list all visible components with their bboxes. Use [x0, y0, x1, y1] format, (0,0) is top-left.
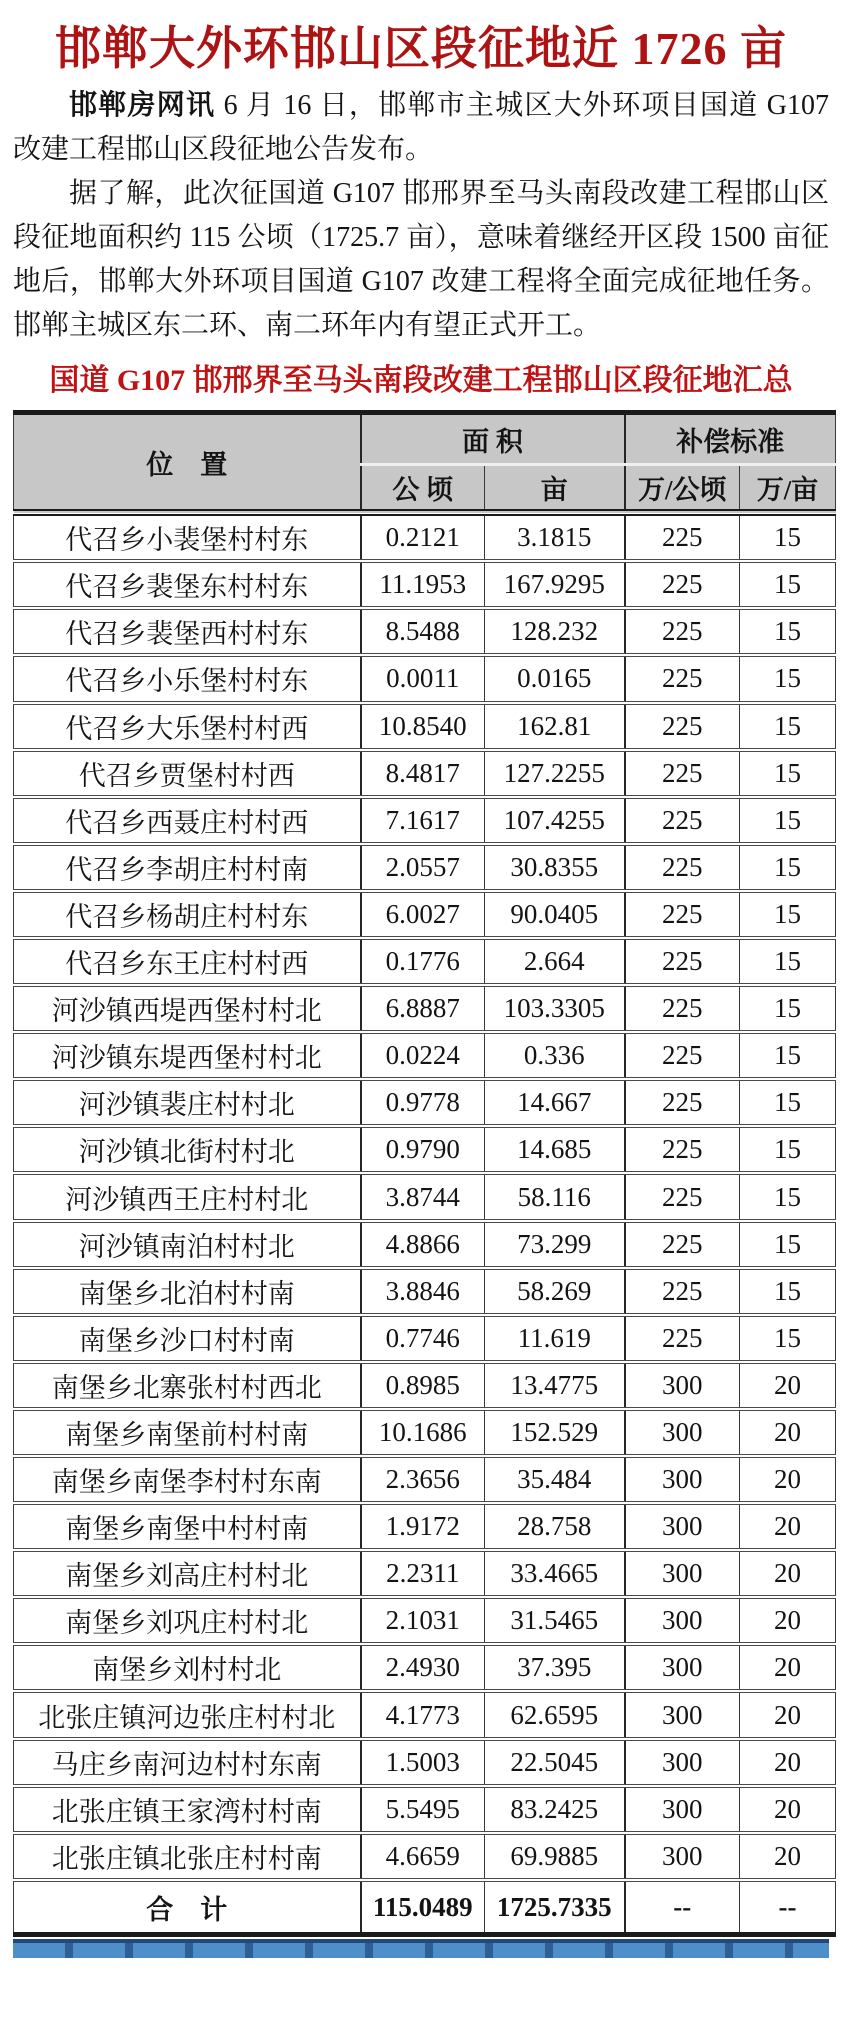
- table-row: [14, 1409, 836, 1456]
- per-hectare-cell: 225: [625, 655, 740, 702]
- table-row: [14, 1644, 836, 1691]
- table-row: [14, 655, 836, 702]
- per-mu-cell: 15: [740, 844, 836, 891]
- page-title: 邯郸大外环邯山区段征地近 1726 亩: [55, 23, 787, 74]
- mu-cell: 90.0405: [485, 891, 625, 938]
- table-row: [14, 1079, 836, 1126]
- table-body: [14, 513, 836, 1881]
- per-hectare-cell: 225: [625, 1221, 740, 1268]
- location-cell: 河沙镇西堤西堡村村北: [14, 985, 361, 1032]
- table-row: [14, 1739, 836, 1786]
- table-row: [14, 1126, 836, 1173]
- location-cell: 河沙镇东堤西堡村村北: [14, 1032, 361, 1079]
- location-cell: 河沙镇西王庄村村北: [14, 1173, 361, 1220]
- table-row: [14, 1315, 836, 1362]
- per-hectare-cell: 225: [625, 1268, 740, 1315]
- table-title: 国道 G107 邯邢界至马头南段改建工程邯山区段征地汇总: [49, 364, 793, 397]
- bottom-banner-strip: [13, 1939, 829, 1958]
- table-row: [14, 797, 836, 844]
- mu-cell: 83.2425: [485, 1786, 625, 1833]
- location-cell: 北张庄镇北张庄村村南: [14, 1833, 361, 1880]
- location-cell: 南堡乡南堡中村村南: [14, 1503, 361, 1550]
- table-header: [14, 413, 836, 513]
- location-cell: 代召乡杨胡庄村村东: [14, 891, 361, 938]
- per-hectare-cell: 300: [625, 1833, 740, 1880]
- table-row: [14, 513, 836, 562]
- mu-cell: 30.8355: [485, 844, 625, 891]
- per-hectare-cell: 225: [625, 891, 740, 938]
- per-mu-cell: 20: [740, 1503, 836, 1550]
- per-mu-cell: 15: [740, 1173, 836, 1220]
- per-mu-cell: 15: [740, 1315, 836, 1362]
- per-hectare-cell: 300: [625, 1456, 740, 1503]
- paragraph-intro: [13, 84, 829, 172]
- hectare-cell: 8.4817: [361, 750, 485, 797]
- hectare-cell: 2.0557: [361, 844, 485, 891]
- per-hectare-cell: 225: [625, 797, 740, 844]
- per-hectare-cell: 225: [625, 1126, 740, 1173]
- per-mu-cell: 20: [740, 1786, 836, 1833]
- mu-cell: 167.9295: [485, 561, 625, 608]
- mu-cell: 31.5465: [485, 1597, 625, 1644]
- per-mu-cell: 15: [740, 561, 836, 608]
- table-row: [14, 561, 836, 608]
- table-row: [14, 985, 836, 1032]
- per-mu-cell: 20: [740, 1456, 836, 1503]
- header-hectare: 公 顷: [361, 465, 485, 513]
- mu-cell: 14.667: [485, 1079, 625, 1126]
- location-cell: 代召乡西聂庄村村西: [14, 797, 361, 844]
- per-mu-cell: 20: [740, 1550, 836, 1597]
- hectare-cell: 6.0027: [361, 891, 485, 938]
- hectare-cell: 7.1617: [361, 797, 485, 844]
- mu-cell: 28.758: [485, 1503, 625, 1550]
- mu-cell: 33.4665: [485, 1550, 625, 1597]
- total-per-hectare: --: [625, 1880, 740, 1935]
- mu-cell: 162.81: [485, 703, 625, 750]
- per-hectare-cell: 300: [625, 1362, 740, 1409]
- per-hectare-cell: 225: [625, 1079, 740, 1126]
- location-cell: 代召乡贾堡村村西: [14, 750, 361, 797]
- total-mu: 1725.7335: [485, 1880, 625, 1935]
- location-cell: 代召乡裴堡东村村东: [14, 561, 361, 608]
- per-hectare-cell: 225: [625, 938, 740, 985]
- table-row: [14, 844, 836, 891]
- per-hectare-cell: 300: [625, 1409, 740, 1456]
- table-row: [14, 1550, 836, 1597]
- table-row: [14, 608, 836, 655]
- hectare-cell: 1.5003: [361, 1739, 485, 1786]
- mu-cell: 69.9885: [485, 1833, 625, 1880]
- location-cell: 代召乡裴堡西村村东: [14, 608, 361, 655]
- header-compensation-group: 补偿标准: [625, 413, 836, 465]
- per-hectare-cell: 300: [625, 1786, 740, 1833]
- table-row: [14, 1456, 836, 1503]
- total-label: 合 计: [14, 1880, 361, 1935]
- location-cell: 北张庄镇河边张庄村村北: [14, 1691, 361, 1738]
- per-mu-cell: 15: [740, 1126, 836, 1173]
- location-cell: 河沙镇北街村村北: [14, 1126, 361, 1173]
- hectare-cell: 2.1031: [361, 1597, 485, 1644]
- per-mu-cell: 20: [740, 1409, 836, 1456]
- per-mu-cell: 20: [740, 1362, 836, 1409]
- location-cell: 南堡乡刘巩庄村村北: [14, 1597, 361, 1644]
- mu-cell: 13.4775: [485, 1362, 625, 1409]
- per-hectare-cell: 300: [625, 1550, 740, 1597]
- header-area-group: 面 积: [361, 413, 625, 465]
- per-mu-cell: 20: [740, 1833, 836, 1880]
- mu-cell: 103.3305: [485, 985, 625, 1032]
- table-row: [14, 750, 836, 797]
- per-mu-cell: 15: [740, 1032, 836, 1079]
- table-row: [14, 1691, 836, 1738]
- total-per-mu: --: [740, 1880, 836, 1935]
- table-footer: [14, 1880, 836, 1935]
- location-cell: 马庄乡南河边村村东南: [14, 1739, 361, 1786]
- per-mu-cell: 15: [740, 750, 836, 797]
- hectare-cell: 0.8985: [361, 1362, 485, 1409]
- per-hectare-cell: 225: [625, 561, 740, 608]
- mu-cell: 2.664: [485, 938, 625, 985]
- per-hectare-cell: 225: [625, 513, 740, 562]
- per-hectare-cell: 225: [625, 1315, 740, 1362]
- mu-cell: 58.269: [485, 1268, 625, 1315]
- hectare-cell: 0.9790: [361, 1126, 485, 1173]
- table-row: [14, 1503, 836, 1550]
- location-cell: 代召乡李胡庄村村南: [14, 844, 361, 891]
- hectare-cell: 0.9778: [361, 1079, 485, 1126]
- per-mu-cell: 15: [740, 608, 836, 655]
- hectare-cell: 5.5495: [361, 1786, 485, 1833]
- mu-cell: 152.529: [485, 1409, 625, 1456]
- table-row: [14, 703, 836, 750]
- hectare-cell: 6.8887: [361, 985, 485, 1032]
- hectare-cell: 0.7746: [361, 1315, 485, 1362]
- table-row: [14, 1597, 836, 1644]
- location-cell: 河沙镇南泊村村北: [14, 1221, 361, 1268]
- location-cell: 南堡乡刘高庄村村北: [14, 1550, 361, 1597]
- table-row: [14, 1221, 836, 1268]
- per-hectare-cell: 225: [625, 608, 740, 655]
- per-mu-cell: 15: [740, 1079, 836, 1126]
- mu-cell: 0.0165: [485, 655, 625, 702]
- per-mu-cell: 15: [740, 985, 836, 1032]
- hectare-cell: 10.8540: [361, 703, 485, 750]
- table-row: [14, 1833, 836, 1880]
- location-cell: 南堡乡北寨张村村西北: [14, 1362, 361, 1409]
- location-cell: 代召乡大乐堡村村西: [14, 703, 361, 750]
- article-body: [13, 84, 829, 348]
- header-wan-per-hectare: 万/公顷: [625, 465, 740, 513]
- per-mu-cell: 15: [740, 1221, 836, 1268]
- hectare-cell: 1.9172: [361, 1503, 485, 1550]
- hectare-cell: 11.1953: [361, 561, 485, 608]
- per-mu-cell: 15: [740, 797, 836, 844]
- hectare-cell: 0.2121: [361, 513, 485, 562]
- total-hectare: 115.0489: [361, 1880, 485, 1935]
- location-cell: 河沙镇裴庄村村北: [14, 1079, 361, 1126]
- location-cell: 南堡乡沙口村村南: [14, 1315, 361, 1362]
- hectare-cell: 8.5488: [361, 608, 485, 655]
- per-mu-cell: 20: [740, 1597, 836, 1644]
- mu-cell: 37.395: [485, 1644, 625, 1691]
- table-row: [14, 938, 836, 985]
- location-cell: 北张庄镇王家湾村村南: [14, 1786, 361, 1833]
- hectare-cell: 4.6659: [361, 1833, 485, 1880]
- per-mu-cell: 15: [740, 513, 836, 562]
- mu-cell: 128.232: [485, 608, 625, 655]
- per-hectare-cell: 300: [625, 1597, 740, 1644]
- per-mu-cell: 20: [740, 1691, 836, 1738]
- hectare-cell: 2.3656: [361, 1456, 485, 1503]
- table-row: [14, 1362, 836, 1409]
- mu-cell: 58.116: [485, 1173, 625, 1220]
- mu-cell: 0.336: [485, 1032, 625, 1079]
- location-cell: 代召乡小乐堡村村东: [14, 655, 361, 702]
- per-hectare-cell: 225: [625, 1032, 740, 1079]
- per-hectare-cell: 225: [625, 844, 740, 891]
- article-page: [0, 20, 842, 1958]
- mu-cell: 22.5045: [485, 1739, 625, 1786]
- per-hectare-cell: 300: [625, 1503, 740, 1550]
- per-hectare-cell: 225: [625, 703, 740, 750]
- mu-cell: 127.2255: [485, 750, 625, 797]
- per-mu-cell: 15: [740, 891, 836, 938]
- hectare-cell: 0.0224: [361, 1032, 485, 1079]
- location-cell: 南堡乡南堡前村村南: [14, 1409, 361, 1456]
- hectare-cell: 0.0011: [361, 655, 485, 702]
- per-hectare-cell: 225: [625, 985, 740, 1032]
- mu-cell: 3.1815: [485, 513, 625, 562]
- table-row: [14, 1786, 836, 1833]
- hectare-cell: 3.8744: [361, 1173, 485, 1220]
- total-row: [14, 1880, 836, 1935]
- table-row: [14, 891, 836, 938]
- header-location: 位 置: [14, 413, 361, 513]
- header-wan-per-mu: 万/亩: [740, 465, 836, 513]
- location-cell: 代召乡东王庄村村西: [14, 938, 361, 985]
- mu-cell: 73.299: [485, 1221, 625, 1268]
- per-hectare-cell: 300: [625, 1644, 740, 1691]
- per-mu-cell: 15: [740, 1268, 836, 1315]
- per-mu-cell: 15: [740, 655, 836, 702]
- per-hectare-cell: 300: [625, 1739, 740, 1786]
- hectare-cell: 4.8866: [361, 1221, 485, 1268]
- mu-cell: 107.4255: [485, 797, 625, 844]
- mu-cell: 14.685: [485, 1126, 625, 1173]
- per-mu-cell: 15: [740, 938, 836, 985]
- per-mu-cell: 20: [740, 1739, 836, 1786]
- news-source-label: 邯郸房网讯: [69, 90, 216, 121]
- per-mu-cell: 20: [740, 1644, 836, 1691]
- per-hectare-cell: 225: [625, 750, 740, 797]
- mu-cell: 11.619: [485, 1315, 625, 1362]
- hectare-cell: 2.4930: [361, 1644, 485, 1691]
- land-requisition-table: [13, 410, 836, 1937]
- location-cell: 南堡乡刘村村北: [14, 1644, 361, 1691]
- mu-cell: 62.6595: [485, 1691, 625, 1738]
- location-cell: 南堡乡南堡李村村东南: [14, 1456, 361, 1503]
- paragraph-details: 据了解，此次征国道 G107 邯邢界至马头南段改建工程邯山区段征地面积约 115 公顷（1725.7 亩），意味着继经开区段 1500 亩征地后，邯郸大外环项目国道 G107 改建工程将全面完成征地任务。邯郸主城区东二环、南二环年内有望正式开工。: [13, 178, 829, 341]
- hectare-cell: 10.1686: [361, 1409, 485, 1456]
- per-hectare-cell: 300: [625, 1691, 740, 1738]
- paragraph-intro-text: 6 月 16 日，邯郸市主城区大外环项目国道 G107 改建工程邯山区段征地公告发布。: [13, 90, 829, 165]
- per-hectare-cell: 225: [625, 1173, 740, 1220]
- location-cell: 南堡乡北泊村村南: [14, 1268, 361, 1315]
- per-mu-cell: 15: [740, 703, 836, 750]
- mu-cell: 35.484: [485, 1456, 625, 1503]
- hectare-cell: 3.8846: [361, 1268, 485, 1315]
- hectare-cell: 0.1776: [361, 938, 485, 985]
- table-row: [14, 1032, 836, 1079]
- table-row: [14, 1268, 836, 1315]
- hectare-cell: 2.2311: [361, 1550, 485, 1597]
- location-cell: 代召乡小裴堡村村东: [14, 513, 361, 562]
- hectare-cell: 4.1773: [361, 1691, 485, 1738]
- header-mu: 亩: [485, 465, 625, 513]
- table-row: [14, 1173, 836, 1220]
